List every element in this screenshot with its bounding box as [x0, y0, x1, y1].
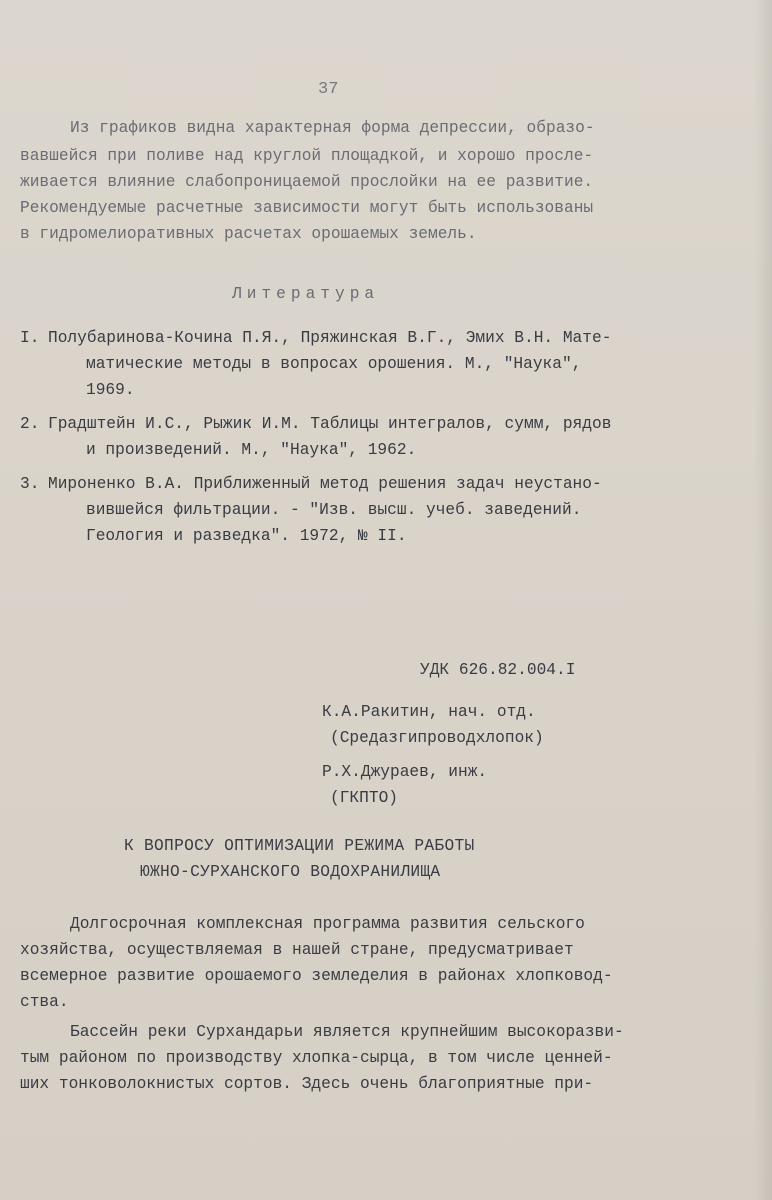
- text-line: Бассейн реки Сурхандарьи является крупнейшим высокоразви-: [70, 1023, 624, 1041]
- literature-heading: Литература: [232, 285, 380, 303]
- page-number: 37: [318, 80, 339, 99]
- reference-number: I.: [20, 329, 40, 347]
- author-name: К.А.Ракитин, нач. отд.: [322, 703, 536, 721]
- reference-number: 3.: [20, 475, 40, 493]
- text-line: в гидромелиоративных расчетах орошаемых земель.: [20, 225, 477, 243]
- author-org: (ГКПТО): [330, 789, 398, 807]
- article-title-line: ЮЖНО-СУРХАНСКОГО ВОДОХРАНИЛИЩА: [140, 863, 441, 881]
- author-name: Р.Х.Джураев, инж.: [322, 763, 488, 781]
- reference-line: матические методы в вопросах орошения. М., "Наука",: [86, 355, 582, 373]
- text-line: вавшейся при поливе над круглой площадкой, и хорошо просле-: [20, 147, 594, 165]
- text-line: Долгосрочная комплексная программа развития сельского: [70, 915, 585, 933]
- reference-number: 2.: [20, 415, 40, 433]
- article-title-line: К ВОПРОСУ ОПТИМИЗАЦИИ РЕЖИМА РАБОТЫ: [124, 837, 475, 855]
- udk-code: УДК 626.82.004.I: [420, 661, 576, 679]
- text-line: ших тонковолокнистых сортов. Здесь очень благоприятные при-: [20, 1075, 594, 1093]
- reference-line: и произведений. М., "Наука", 1962.: [86, 441, 417, 459]
- reference-line: Градштейн И.С., Рыжик И.М. Таблицы интегралов, сумм, рядов: [48, 415, 612, 433]
- reference-line: Геология и разведка". 1972, № II.: [86, 527, 407, 545]
- author-org: (Средазгипроводхлопок): [330, 729, 544, 747]
- text-line: хозяйства, осуществляемая в нашей стране, предусматривает: [20, 941, 574, 959]
- text-line: живается влияние слабопроницаемой прослойки на ее развитие.: [20, 173, 594, 191]
- reference-line: Полубаринова-Кочина П.Я., Пряжинская В.Г., Эмих В.Н. Мате-: [48, 329, 612, 347]
- text-line: Рекомендуемые расчетные зависимости могут быть использованы: [20, 199, 594, 217]
- reference-line: Мироненко В.А. Приближенный метод решения задач неустано-: [48, 475, 602, 493]
- reference-line: 1969.: [86, 381, 135, 399]
- text-line: ства.: [20, 993, 69, 1011]
- text-line: тым районом по производству хлопка-сырца, в том числе ценней-: [20, 1049, 613, 1067]
- text-line: Из графиков видна характерная форма депрессии, образо-: [70, 119, 595, 137]
- reference-line: вившейся фильтрации. - "Изв. высш. учеб. заведений.: [86, 501, 582, 519]
- text-line: всемерное развитие орошаемого земледелия в районах хлопковод-: [20, 967, 613, 985]
